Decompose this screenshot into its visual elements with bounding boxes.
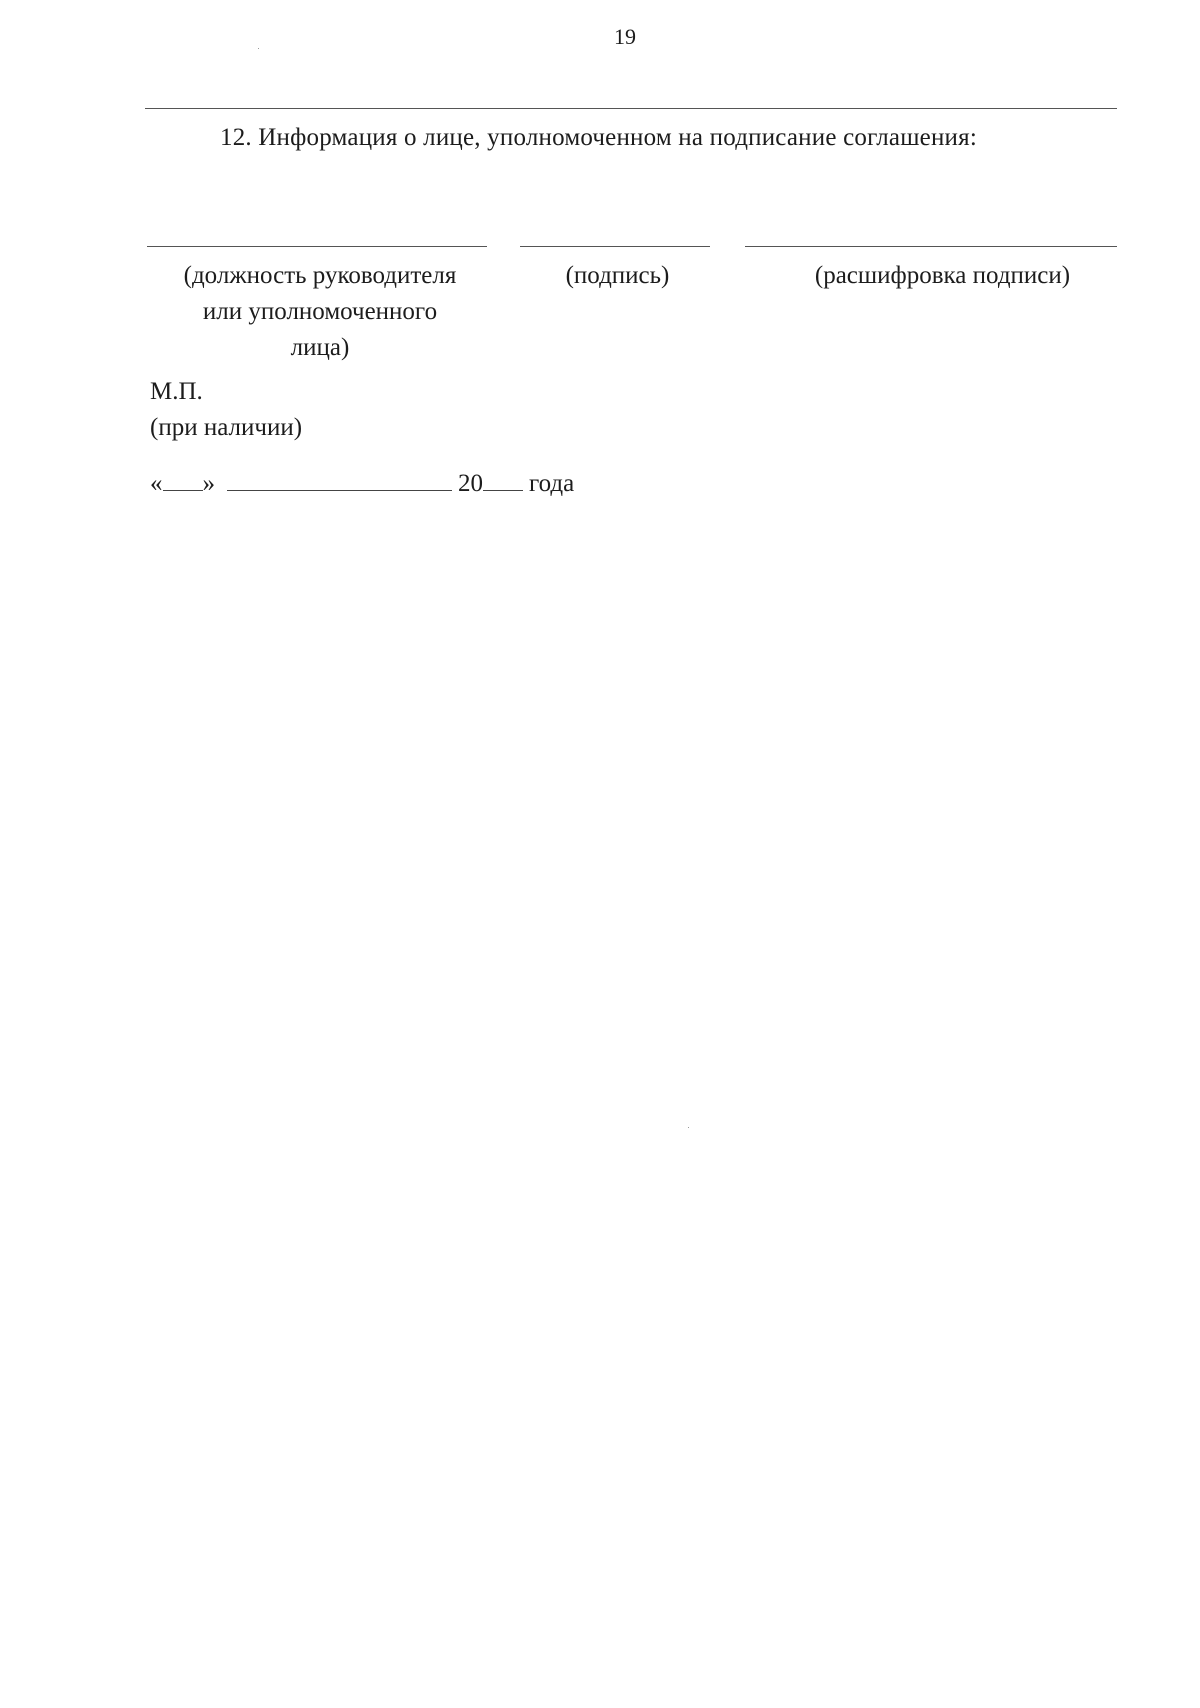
position-caption-line: или уполномоченного	[202, 298, 438, 325]
page-number: 19	[614, 24, 636, 49]
signature-line	[520, 246, 710, 247]
century-prefix: 20	[458, 470, 483, 497]
date-open-quote: «	[150, 470, 163, 497]
position-caption-line: лица)	[290, 334, 350, 361]
signature-decoding-line	[745, 246, 1117, 247]
signature-caption: (подпись)	[565, 262, 670, 289]
month-blank	[227, 470, 452, 491]
position-caption	[152, 258, 488, 366]
decoding-caption: (расшифровка подписи)	[814, 262, 1071, 289]
position-signature-line	[147, 246, 487, 247]
scan-speck	[688, 1127, 689, 1128]
year-blank	[483, 470, 523, 491]
header-divider	[145, 108, 1117, 109]
day-blank	[163, 470, 203, 491]
stamp-note: (при наличии)	[150, 414, 303, 441]
stamp-label: М.П.	[150, 378, 203, 405]
scan-speck	[258, 48, 259, 49]
year-suffix: года	[529, 470, 575, 497]
date-line	[150, 470, 574, 498]
stamp-block	[150, 374, 302, 446]
date-close-quote: »	[202, 470, 215, 497]
position-caption-line: (должность руководителя	[183, 262, 457, 289]
section-title: 12. Информация о лице, уполномоченном на подписание соглашения:	[220, 124, 977, 151]
